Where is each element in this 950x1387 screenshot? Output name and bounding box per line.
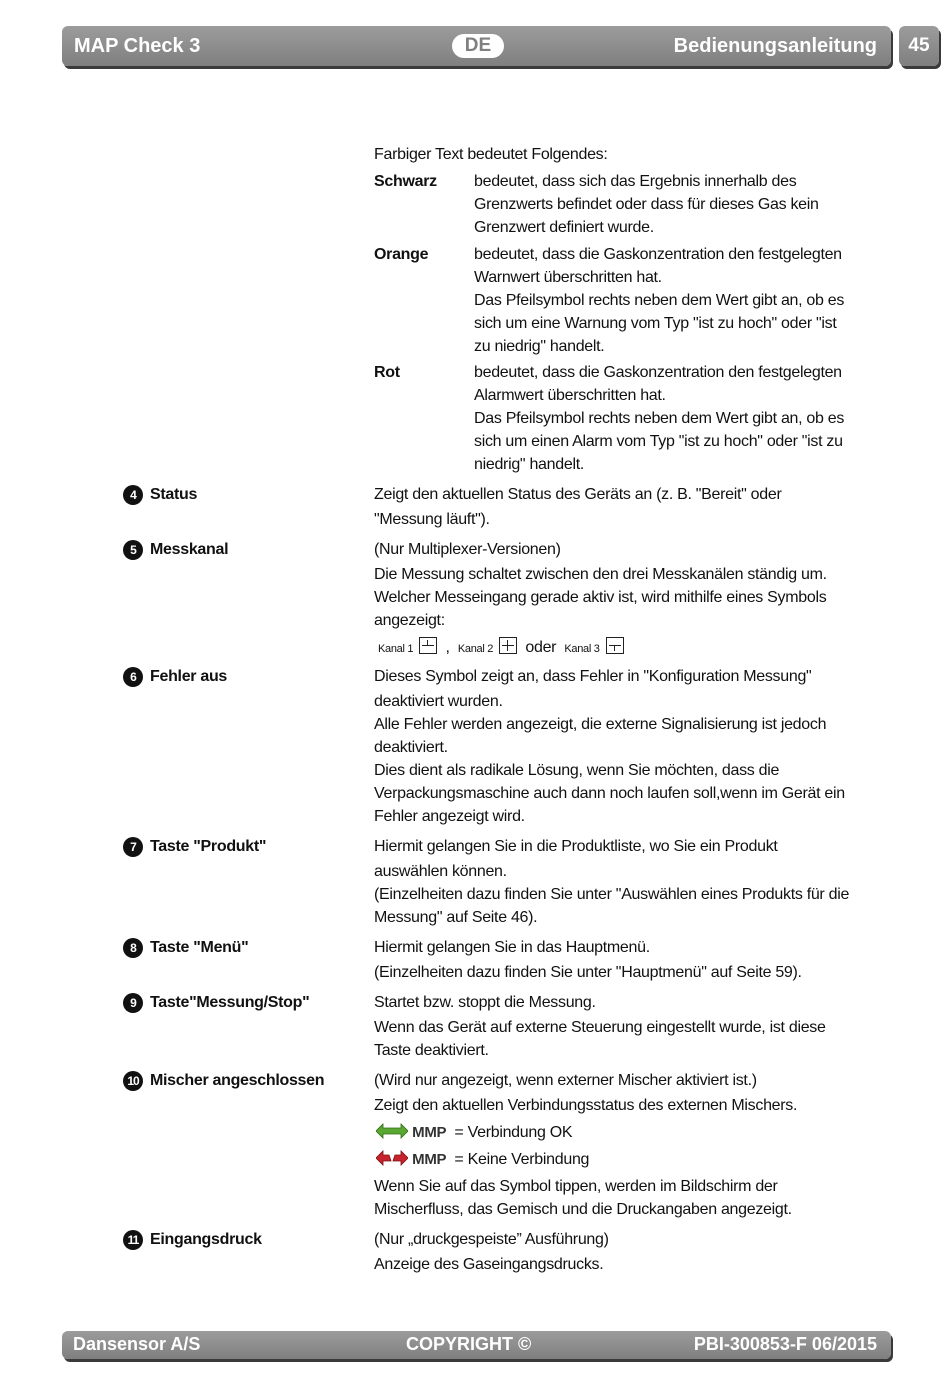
color-desc-line: Das Pfeilsymbol rechts neben dem Wert gibt an, ob es	[474, 292, 845, 309]
item-desc-line: Startet bzw. stoppt die Messung.	[374, 994, 596, 1011]
item-number-badge: 4	[123, 485, 143, 505]
item-label-taste-messung-stop: Taste"Messung/Stop"	[150, 994, 310, 1011]
color-name-schwarz: Schwarz	[374, 173, 437, 190]
mmp-icon-label: MMP	[412, 1151, 447, 1168]
color-desc-line: Grenzwerts befindet oder dass für dieses Gas kein	[474, 196, 819, 213]
footer-doc-id: PBI-300853-F 06/2015	[693, 1334, 877, 1354]
item-desc-line: Hiermit gelangen Sie in das Hauptmenü.	[374, 939, 650, 956]
color-desc-line: Das Pfeilsymbol rechts neben dem Wert gibt an, ob es	[474, 410, 845, 427]
colors-intro: Farbiger Text bedeutet Folgendes:	[374, 146, 608, 163]
header-bar	[62, 26, 891, 66]
channel-separator: ,	[445, 639, 450, 656]
mmp-ok-text: = Verbindung OK	[454, 1124, 573, 1141]
item-label-taste-produkt: Taste "Produkt"	[150, 838, 267, 855]
item-desc-line: Verpackungsmaschine auch dann noch laufen soll,wenn im Gerät ein	[374, 785, 845, 802]
item-desc-line: Welcher Messeingang gerade aktiv ist, wird mithilfe eines Symbols	[374, 589, 827, 606]
item-desc-line: deaktiviert.	[374, 739, 448, 756]
color-desc-line: Grenzwert definiert wurde.	[474, 219, 654, 236]
color-desc-line: bedeutet, dass die Gaskonzentration den festgelegten	[474, 246, 842, 263]
mixer-connected-icon	[376, 1123, 408, 1139]
mmp-none-text: = Keine Verbindung	[454, 1151, 590, 1168]
color-desc-line: sich um eine Warnung vom Typ "ist zu hoch" oder "ist	[474, 315, 837, 332]
item-label-messkanal: Messkanal	[150, 541, 229, 558]
item-desc-line: Taste deaktiviert.	[374, 1042, 489, 1059]
product-title: MAP Check 3	[74, 35, 201, 57]
item-desc-line: Hiermit gelangen Sie in die Produktliste, wo Sie ein Produkt	[374, 838, 778, 855]
item-number-badge: 5	[123, 540, 143, 560]
color-desc-line: niedrig" handelt.	[474, 456, 584, 473]
item-number-badge: 9	[123, 993, 143, 1013]
channel-oder: oder	[525, 639, 557, 656]
color-desc-line: zu niedrig" handelt.	[474, 338, 605, 355]
mmp-none-row	[376, 1148, 589, 1171]
item-desc-line: Alle Fehler werden angezeigt, die externe Signalisierung ist jedoch	[374, 716, 827, 733]
item-desc-line: deaktiviert wurden.	[374, 693, 503, 710]
footer-copyright: COPYRIGHT ©	[406, 1334, 532, 1354]
item-desc-line: Zeigt den aktuellen Verbindungsstatus des externen Mischers.	[374, 1097, 798, 1114]
item-number-badge: 8	[123, 938, 143, 958]
footer-bar	[62, 1331, 891, 1359]
item-label-taste-menue: Taste "Menü"	[150, 939, 249, 956]
channel-3-icon	[606, 637, 624, 654]
item-desc-line: Die Messung schaltet zwischen den drei Messkanälen ständig um.	[374, 566, 827, 583]
channel-1-icon	[419, 637, 437, 654]
item-desc-line: (Einzelheiten dazu finden Sie unter "Hauptmenü" auf Seite 59).	[374, 964, 802, 981]
item-desc-line: Wenn Sie auf das Symbol tippen, werden im Bildschirm der	[374, 1178, 778, 1195]
color-desc-line: bedeutet, dass die Gaskonzentration den festgelegten	[474, 364, 842, 381]
item-desc-line: (Einzelheiten dazu finden Sie unter "Auswählen eines Produkts für die	[374, 886, 850, 903]
item-desc-line: Messung" auf Seite 46).	[374, 909, 538, 926]
item-number-badge: 10	[123, 1071, 143, 1091]
page-number-box	[899, 26, 939, 66]
item-desc-line: Dieses Symbol zeigt an, dass Fehler in "Konfiguration Messung"	[374, 668, 812, 685]
item-number-badge: 7	[123, 837, 143, 857]
item-label-status: Status	[150, 486, 198, 503]
item-label-fehler-aus: Fehler aus	[150, 668, 228, 685]
item-desc-line: (Nur Multiplexer-Versionen)	[374, 541, 561, 558]
channel-3-label: Kanal 3	[564, 643, 600, 655]
page-number: 45	[908, 35, 930, 56]
color-desc-line: Warnwert überschritten hat.	[474, 269, 662, 286]
channel-2-label: Kanal 2	[457, 643, 494, 655]
color-desc-line: Alarmwert überschritten hat.	[474, 387, 666, 404]
item-desc-line: Dies dient als radikale Lösung, wenn Sie möchten, dass die	[374, 762, 780, 779]
channel-1-label: Kanal 1	[378, 643, 414, 655]
color-desc-line: sich um einen Alarm vom Typ "ist zu hoch" oder "ist zu	[474, 433, 843, 450]
mmp-icon-label: MMP	[412, 1124, 447, 1141]
color-name-orange: Orange	[374, 246, 429, 263]
language-badge: DE	[452, 34, 504, 58]
item-number-badge: 11	[123, 1230, 143, 1250]
item-desc-line: Mischerfluss, das Gemisch und die Druckangaben angezeigt.	[374, 1201, 792, 1218]
item-desc-line: Fehler angezeigt wird.	[374, 808, 525, 825]
item-label-eingangsdruck: Eingangsdruck	[150, 1231, 262, 1248]
item-desc-line: angezeigt:	[374, 612, 445, 629]
item-desc-line: Wenn das Gerät auf externe Steuerung eingestellt wurde, ist diese	[374, 1019, 826, 1036]
mixer-disconnected-icon	[376, 1150, 408, 1166]
item-desc-line: (Nur „druckgespeiste” Ausführung)	[374, 1231, 609, 1248]
color-name-rot: Rot	[374, 364, 400, 381]
item-desc-line: (Wird nur angezeigt, wenn externer Mischer aktiviert ist.)	[374, 1072, 757, 1089]
item-desc-line: Anzeige des Gaseingangsdrucks.	[374, 1256, 604, 1273]
mmp-ok-row	[376, 1121, 572, 1144]
item-desc-line: auswählen können.	[374, 863, 507, 880]
item-desc-line: "Messung läuft").	[374, 511, 490, 528]
item-label-mischer-angeschlossen: Mischer angeschlossen	[150, 1072, 325, 1089]
document-type: Bedienungsanleitung	[673, 35, 877, 57]
channel-symbols-row	[378, 636, 624, 661]
channel-2-icon	[499, 637, 517, 654]
item-number-badge: 6	[123, 667, 143, 687]
footer-company: Dansensor A/S	[73, 1334, 201, 1354]
color-desc-line: bedeutet, dass sich das Ergebnis innerhalb des	[474, 173, 797, 190]
item-desc-line: Zeigt den aktuellen Status des Geräts an (z. B. "Bereit" oder	[374, 486, 782, 503]
